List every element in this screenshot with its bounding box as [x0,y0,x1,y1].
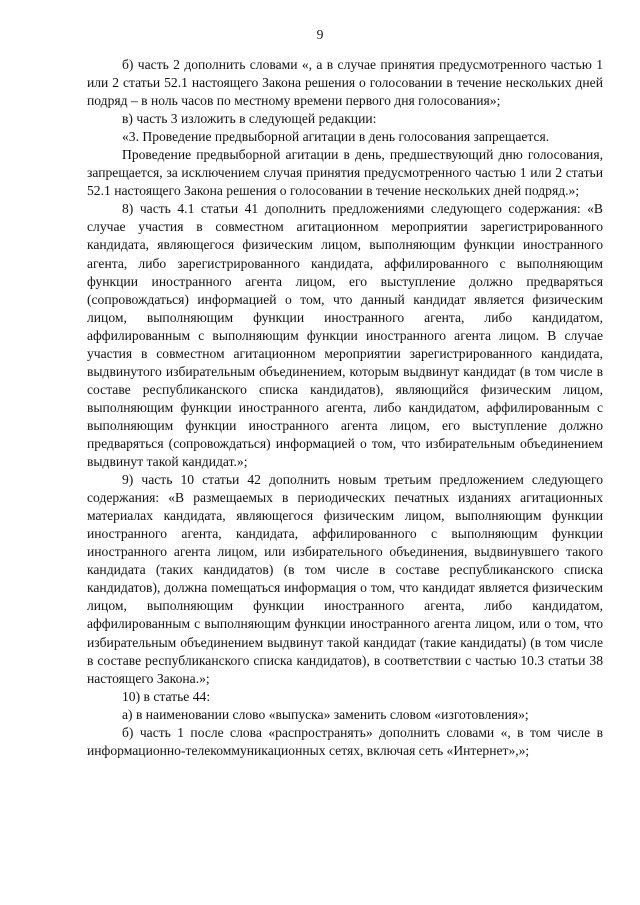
paragraph-b-part-2: б) часть 2 дополнить словами «, а в случае принятия предусмотренного частью 1 или 2 статьи 52.1 настоящего Закона решения о голосовании в течение нескольких дней подряд – в ноль часов по местному времени первого дня голосования»; [87,57,603,109]
paragraph-item-10-a: а) в наименовании слово «выпуска» заменить словом «изготовления»; [122,706,529,722]
paragraph-pre-election-agitation: Проведение предвыборной агитации в день, предшествующий дню голосования, запрещается, за исключением случая принятия предусмотренного частью 1 или 2 статьи 52.1 настоящего Закона решения о голосовании в течение нескольких дней подряд.»; [87,147,603,199]
paragraph-item-9: 9) часть 10 статьи 42 дополнить новым третьим предложением следующего содержания: «В размещаемых в периодических печатных изданиях агитационных материалах кандидата, являющегося физическим лицом, выполняющим функции иностранного агента, кандидата, аффилированного с выполняющим функции иностранного агента лицом, или избирательного объединения, выдвинувшего такого кандидата (таких кандидатов) (в том числе в составе республиканского списка кандидатов), должна помещаться информация о том, что кандидат является физическим лицом, выполняющим функции иностранного агента, либо кандидатом, аффилированным с выполняющим функции иностранного агента лицом, или о том, что избирательным объединением выдвинут такой кандидат (такие кандидаты) (в том числе в составе республиканского списка кандидатов), в соответствии с частью 10.3 статьи 38 настоящего Закона.»; [87,472,603,686]
paragraph-v-part-3: в) часть 3 изложить в следующей редакции: [122,111,377,127]
paragraph-item-10: 10) в статье 44: [122,688,211,704]
page-number: 9 [316,27,324,42]
paragraph-item-10-b: б) часть 1 после слова «распространять» дополнить словами «, в том числе в информационно-телекоммуникационных сетях, включая сеть «Интернет»,»; [87,724,603,758]
document-body [87,56,603,760]
paragraph-item-8: 8) часть 4.1 статьи 41 дополнить предложениями следующего содержания: «В случае участия в совместном агитационном мероприятии зарегистрированного кандидата, являющегося физическим лицом, выполняющим функции иностранного агента, либо зарегистрированного кандидата, аффилированного с выполняющим функции иностранного агента лицом, его выступление должно предваряться (сопровождаться) информацией о том, что данный кандидат является физическим лицом, выполняющим функции иностранного агента, либо кандидатом, аффилированным с выполняющим функции иностранного агента лицом. В случае участия в совместном агитационном мероприятии зарегистрированного кандидата, выдвинутого избирательным объединением, которым выдвинут кандидат (в том числе в составе республиканского списка кандидатов), являющийся физическим лицом, выполняющим функции иностранного агента, либо кандидатом, аффилированным с выполняющим функции иностранного агента лицом, его выступление должно предваряться (сопровождаться) информацией о том, что избирательным объединением выдвинут такой кандидат.»; [87,201,603,470]
paragraph-quote-3: «3. Проведение предвыборной агитации в день голосования запрещается. [122,129,550,145]
